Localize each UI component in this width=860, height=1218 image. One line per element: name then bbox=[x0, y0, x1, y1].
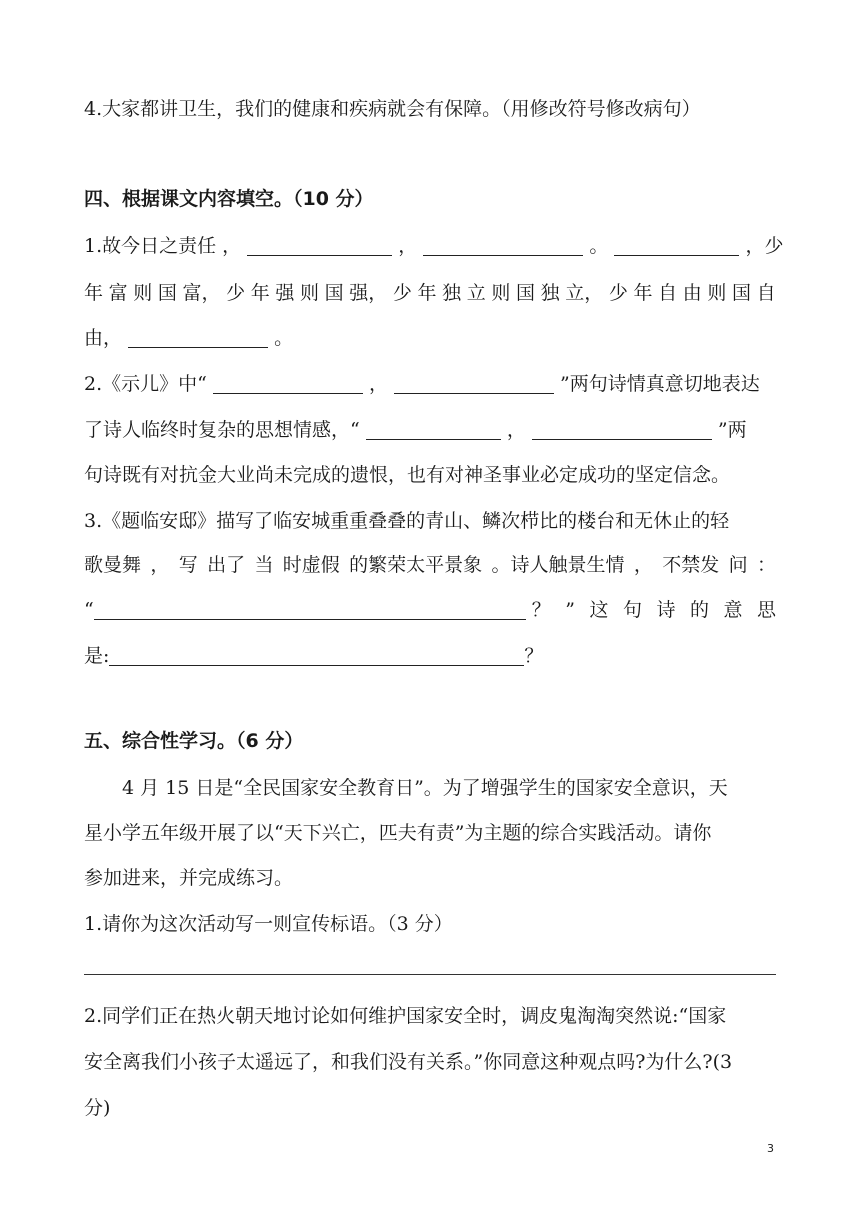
q4-3-l3c-0: ” bbox=[565, 599, 575, 621]
q4-3-line2 bbox=[84, 553, 776, 577]
q4-1-line3 bbox=[84, 326, 293, 350]
q4-1-l2-24: 国 bbox=[732, 282, 752, 304]
blank-4-2-a[interactable] bbox=[213, 373, 363, 394]
q4-1-l2-15: 则 bbox=[491, 282, 511, 304]
q4-3-l2-1: ， bbox=[150, 554, 170, 576]
q4-2-text-l2c: ”两 bbox=[717, 419, 747, 441]
q4-1-l2-22: 由 bbox=[682, 282, 702, 304]
q4-1-l2-0: 年 bbox=[84, 282, 104, 304]
q4-1-l2-5: 少 bbox=[226, 282, 246, 304]
q4-3-text-l3b: ？ bbox=[531, 599, 551, 621]
q4-1-l2-12: 年 bbox=[417, 282, 437, 304]
q4-3-l2-6: 的繁荣太平景象 bbox=[349, 554, 483, 576]
q4-2-text-a: 2.《示儿》中“ bbox=[84, 373, 207, 395]
q4-1-l2-6: 年 bbox=[250, 282, 270, 304]
q4-2-line1 bbox=[84, 372, 760, 396]
blank-4-2-c[interactable] bbox=[366, 419, 501, 440]
q4-1-l2-2: 则 bbox=[133, 282, 153, 304]
q4-1-l2-7: 强 bbox=[275, 282, 295, 304]
q4-1-l2-23: 则 bbox=[707, 282, 727, 304]
q4-1-l2-19: 少 bbox=[608, 282, 628, 304]
q4-1-l2-4: 富， bbox=[182, 282, 221, 304]
q4-1-l2-14: 立 bbox=[466, 282, 486, 304]
q4-3-l3c-3: 诗 bbox=[656, 599, 676, 621]
blank-4-2-b[interactable] bbox=[394, 373, 554, 394]
q4-1-l2-25: 自 bbox=[756, 282, 776, 304]
s5-paragraph-line2: 星小学五年级开展了以“天下兴亡，匹夫有责”为主题的综合实践活动。请你 bbox=[84, 822, 712, 844]
q4-3-l3c-2: 句 bbox=[622, 599, 642, 621]
section-4-title: 四、根据课文内容填空。（10 分） bbox=[84, 188, 374, 210]
q4-3-l2-2: 写 bbox=[178, 554, 198, 576]
page-number: 3 bbox=[767, 1142, 774, 1155]
q4-1-l2-11: 少 bbox=[392, 282, 412, 304]
q4-1-text-b: ， bbox=[398, 235, 418, 257]
blank-4-1-b[interactable] bbox=[423, 235, 583, 256]
q4-1-text-c: 。 bbox=[589, 235, 609, 257]
question-3-4: 4.大家都讲卫生，我们的健康和疾病就会有保障。（用修改符号修改病句） bbox=[84, 98, 701, 120]
q4-1-line2 bbox=[84, 281, 776, 305]
q4-1-l2-18: 立， bbox=[565, 282, 604, 304]
q4-3-l2-3: 出了 bbox=[207, 554, 246, 576]
q4-3-l2-7: 。诗人触景生情 bbox=[491, 554, 625, 576]
q4-3-l2-5: 时虚假 bbox=[282, 554, 340, 576]
q4-1-text-a: 1.故今日之责任 ， bbox=[84, 235, 242, 257]
q4-3-l2-4: 当 bbox=[254, 554, 274, 576]
q4-2-text-c: ”两句诗情真意切地表达 bbox=[560, 373, 760, 395]
q4-3-line1: 3.《题临安邸》描写了临安城重重叠叠的青山、鳞次栉比的楼台和无休止的轻 bbox=[84, 510, 730, 532]
blank-4-3-a[interactable] bbox=[94, 599, 526, 620]
q4-3-l2-0: 歌曼舞 bbox=[84, 554, 142, 576]
s5-question-2-line3: 分) bbox=[84, 1097, 111, 1119]
answer-line-s5-q1[interactable] bbox=[84, 974, 776, 975]
q4-1-l2-21: 自 bbox=[658, 282, 678, 304]
q4-1-line1 bbox=[84, 234, 784, 258]
q4-1-l2-13: 独 bbox=[442, 282, 462, 304]
q4-3-line4 bbox=[84, 644, 543, 668]
q4-1-text-l3a: 由， bbox=[84, 327, 123, 349]
q4-3-l2-9: 不禁发 bbox=[662, 554, 720, 576]
q4-1-l2-20: 年 bbox=[633, 282, 653, 304]
q4-2-text-b: ， bbox=[368, 373, 388, 395]
q4-2-line3: 句诗既有对抗金大业尚未完成的遗恨，也有对神圣事业必定成功的坚定信念。 bbox=[84, 464, 731, 486]
q4-3-text-l4b: ？ bbox=[524, 645, 544, 667]
section-5-title: 五、综合性学习。（6 分） bbox=[84, 730, 304, 752]
blank-4-1-d[interactable] bbox=[128, 327, 268, 348]
q4-3-l3c-4: 的 bbox=[689, 599, 709, 621]
q4-1-l2-3: 国 bbox=[157, 282, 177, 304]
blank-4-3-b[interactable] bbox=[109, 645, 524, 666]
blank-4-1-a[interactable] bbox=[247, 235, 392, 256]
q4-2-line2 bbox=[84, 418, 747, 442]
q4-1-l2-1: 富 bbox=[108, 282, 128, 304]
q4-1-l2-17: 独 bbox=[540, 282, 560, 304]
q4-3-l3c-5: 意 bbox=[723, 599, 743, 621]
q4-1-l2-9: 国 bbox=[324, 282, 344, 304]
q4-1-text-l3b: 。 bbox=[274, 327, 294, 349]
q4-3-answer-group bbox=[84, 598, 551, 622]
q4-3-l3c-6: 思 bbox=[756, 599, 776, 621]
s5-paragraph-line3: 参加进来，并完成练习。 bbox=[84, 867, 294, 889]
s5-question-2-line1: 2.同学们正在热火朝天地讨论如何维护国家安全时，调皮鬼淘淘突然说:“国家 bbox=[84, 1005, 727, 1027]
q4-3-text-l4a: 是: bbox=[84, 645, 110, 667]
blank-4-1-c[interactable] bbox=[614, 235, 739, 256]
q4-3-text-l3a: “ bbox=[84, 599, 94, 621]
s5-question-1: 1.请你为这次活动写一则宣传标语。（3 分） bbox=[84, 913, 453, 935]
q4-3-l3c-1: 这 bbox=[589, 599, 609, 621]
q4-3-l2-8: ， bbox=[633, 554, 653, 576]
q4-1-text-d: ，少 bbox=[745, 235, 784, 257]
blank-4-2-d[interactable] bbox=[532, 419, 712, 440]
q4-3-l2-11: ： bbox=[756, 554, 776, 576]
q4-1-l2-8: 则 bbox=[300, 282, 320, 304]
q4-2-text-l2a: 了诗人临终时复杂的思想情感，“ bbox=[84, 419, 360, 441]
q4-3-line3 bbox=[84, 598, 776, 622]
s5-paragraph-line1: 4 月 15 日是“全民国家安全教育日”。为了增强学生的国家安全意识，天 bbox=[122, 777, 728, 799]
q4-3-l2-10: 问 bbox=[728, 554, 748, 576]
q4-2-text-l2b: ， bbox=[506, 419, 526, 441]
s5-question-2-line2: 安全离我们小孩子太遥远了，和我们没有关系。”你同意这种观点吗?为什么?(3 bbox=[84, 1051, 733, 1073]
q4-1-l2-10: 强， bbox=[349, 282, 388, 304]
q4-1-l2-16: 国 bbox=[516, 282, 536, 304]
